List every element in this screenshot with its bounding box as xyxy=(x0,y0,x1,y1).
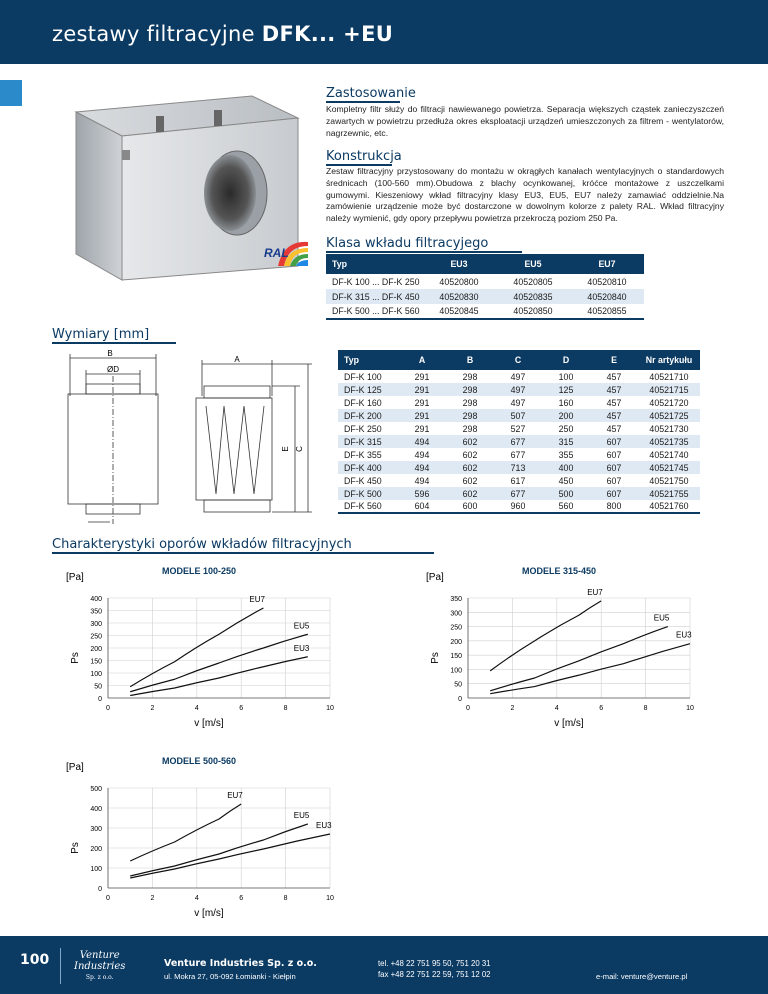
table-cell: 602 xyxy=(446,487,494,500)
table-cell: 457 xyxy=(590,409,638,422)
y-axis-label: Ps xyxy=(70,652,81,664)
x-tick-label: 2 xyxy=(510,705,515,712)
heading-underline xyxy=(52,342,176,344)
y-tick-label: 0 xyxy=(458,696,462,703)
x-axis-label: v [m/s] xyxy=(554,718,584,728)
series-line-eu3 xyxy=(490,644,690,694)
page-number: 100 xyxy=(20,952,50,968)
logo-line: Sp. z o.o. xyxy=(85,974,114,981)
y-tick-label: 100 xyxy=(90,866,102,873)
table-cell: 494 xyxy=(414,475,430,486)
table-cell: DF-K 315 ... DF-K 450 xyxy=(326,289,422,304)
x-tick-label: 6 xyxy=(599,705,604,712)
col-header: Typ xyxy=(326,254,422,274)
y-tick-label: 200 xyxy=(90,646,102,653)
table-cell: 607 xyxy=(590,435,638,448)
table-cell: 40520810 xyxy=(587,276,627,287)
konstrukcja-text: Zestaw filtracyjny przystosowany do montażu w okrągłych kanałach wentylacyjnych o standardowych średnicach (100-560 mm).Obudowa z blachy ocynkowanej, króćce montażowe z uszczelkami gumowymi. Kieszeniowy wkład filtracyjny klasy EU3, EU5, EU7 należy zamawiać oddzielnie.Na zamówienie urządzenie może być dostarczone w dowolnym kolorze z palety RAL. Wkład filtracyjny należy wymienić, gdy opory przepływu powietrza przekroczą poziom 250 Pa. xyxy=(326,166,724,224)
table-cell: 298 xyxy=(462,423,478,434)
phone-line: tel. +48 22 751 95 50, 751 20 31 xyxy=(378,959,491,968)
table-cell: 40520830 xyxy=(422,289,496,304)
table-cell: 40521730 xyxy=(649,423,689,434)
table-cell: 604 xyxy=(414,501,430,511)
table-cell: 291 xyxy=(398,383,446,396)
x-tick-label: 2 xyxy=(150,895,155,902)
col-header: A xyxy=(398,350,446,370)
table-cell: 677 xyxy=(494,435,542,448)
x-tick-label: 6 xyxy=(239,705,244,712)
contact-phones xyxy=(378,958,491,980)
x-axis-label: v [m/s] xyxy=(194,908,224,919)
table-cell: 607 xyxy=(590,487,638,500)
col-header: EU5 xyxy=(496,254,570,274)
table-cell: 250 xyxy=(558,423,574,434)
series-label: EU7 xyxy=(249,595,265,604)
table-row xyxy=(338,435,700,448)
table-cell: 596 xyxy=(398,487,446,500)
y-tick-label: 200 xyxy=(90,846,102,853)
y-tick-label: 0 xyxy=(98,696,102,703)
table-cell: 497 xyxy=(510,397,526,408)
dim-label-a: A xyxy=(234,355,240,364)
x-tick-label: 10 xyxy=(326,705,334,712)
table-cell: 291 xyxy=(414,371,430,382)
table-cell: DF-K 500 ... DF-K 560 xyxy=(332,306,420,316)
table-cell: 40521755 xyxy=(638,487,700,500)
table-row xyxy=(338,370,700,383)
chart-modele-500-560 xyxy=(60,750,350,920)
table-cell: 677 xyxy=(494,487,542,500)
table-cell: 527 xyxy=(510,423,526,434)
table-cell: 40521750 xyxy=(649,475,689,486)
heading-underline xyxy=(326,101,400,103)
table-cell: DF-K 400 xyxy=(338,461,398,474)
table-cell: 200 xyxy=(542,409,590,422)
y-tick-label: 150 xyxy=(450,653,462,661)
table-cell: 40520835 xyxy=(496,289,570,304)
x-tick-label: 10 xyxy=(686,705,694,712)
dim-label-d: ØD xyxy=(107,365,119,374)
x-tick-label: 10 xyxy=(326,895,334,902)
col-header: Nr artykułu xyxy=(638,350,700,370)
header-bar xyxy=(0,0,768,64)
table-cell: 298 xyxy=(446,383,494,396)
chart-title: MODELE 315-450 xyxy=(521,566,597,576)
table-cell: DF-K 560 xyxy=(344,501,382,511)
table-cell: 713 xyxy=(494,461,542,474)
series-label: EU3 xyxy=(316,821,332,830)
table-row xyxy=(338,448,700,461)
col-header: D xyxy=(542,350,590,370)
x-tick-label: 6 xyxy=(239,895,244,902)
x-tick-label: 0 xyxy=(106,895,110,902)
col-header: B xyxy=(446,350,494,370)
col-header: EU7 xyxy=(570,254,644,274)
table-cell: DF-K 250 xyxy=(344,423,382,434)
col-header: E xyxy=(590,350,638,370)
logo-line: Industries xyxy=(74,961,126,972)
y-tick-label: 50 xyxy=(454,681,462,689)
table-cell: 355 xyxy=(558,449,574,460)
table-cell: 500 xyxy=(542,487,590,500)
y-tick-label: 50 xyxy=(94,683,102,691)
x-tick-label: 8 xyxy=(283,705,288,712)
table-cell: 607 xyxy=(590,461,638,474)
table-header-row xyxy=(338,350,700,370)
chart-title: MODELE 100-250 xyxy=(161,566,237,576)
chart-modele-100-250 xyxy=(60,560,350,728)
y-tick-label: 100 xyxy=(450,667,462,675)
x-tick-label: 8 xyxy=(283,895,288,902)
table-cell: DF-K 125 xyxy=(338,383,398,396)
zastosowanie-text: Kompletny filtr służy do filtracji nawiewanego powietrza. Separacja większych cząstek zanieczyszczeń zawartych w powietrzu przedłuża okres eksploatacji urządzeń umieszczonych za filtrem - wentylatorów, nagrzewnic, etc. xyxy=(326,104,724,138)
dim-label-e: E xyxy=(281,446,290,452)
table-row xyxy=(338,487,700,500)
table-cell: 40521735 xyxy=(638,435,700,448)
zastosowanie-heading: Zastosowanie xyxy=(326,86,416,101)
table-cell: 40521725 xyxy=(638,409,700,422)
table-cell: 40520840 xyxy=(570,289,644,304)
table-cell: 600 xyxy=(462,501,478,511)
col-header: Typ xyxy=(338,350,398,370)
x-axis-label: v [m/s] xyxy=(194,718,224,728)
table-cell: 291 xyxy=(414,397,430,408)
table-row xyxy=(338,422,700,435)
table-cell: DF-K 450 xyxy=(344,475,382,486)
y-tick-label: 300 xyxy=(450,610,462,618)
table-cell: 298 xyxy=(446,409,494,422)
table-cell: 497 xyxy=(510,371,526,382)
table-row xyxy=(338,474,700,487)
table-cell: 400 xyxy=(542,461,590,474)
table-row xyxy=(338,383,700,396)
table-cell: 100 xyxy=(558,371,574,382)
table-cell: 617 xyxy=(510,475,526,486)
table-cell: 457 xyxy=(606,371,622,382)
table-row xyxy=(338,409,700,422)
table-row xyxy=(326,304,644,319)
contact-email[interactable]: e-mail: venture@venture.pl xyxy=(596,972,688,981)
series-label: EU5 xyxy=(293,621,310,631)
klasa-heading: Klasa wkładu filtracyjego xyxy=(326,236,489,251)
fax-line: fax +48 22 751 22 59, 751 12 02 xyxy=(378,970,491,979)
wymiary-heading: Wymiary [mm] xyxy=(52,327,150,342)
table-cell: 494 xyxy=(398,461,446,474)
footer-divider xyxy=(60,948,61,984)
table-cell: DF-K 200 xyxy=(338,409,398,422)
y-tick-label: 400 xyxy=(90,806,102,813)
table-cell: 40521760 xyxy=(649,501,689,511)
table-row xyxy=(338,500,700,513)
table-cell: 291 xyxy=(414,423,430,434)
series-line-eu3 xyxy=(130,834,330,878)
table-cell: 40520850 xyxy=(513,306,553,316)
table-cell: 602 xyxy=(462,475,478,486)
table-cell: 40520800 xyxy=(439,276,479,287)
y-unit-label: [Pa] xyxy=(426,572,444,583)
table-cell: 607 xyxy=(606,475,622,486)
table-cell: 497 xyxy=(494,383,542,396)
y-tick-label: 350 xyxy=(90,608,102,616)
x-tick-label: 0 xyxy=(466,705,470,712)
table-cell: DF-K 100 xyxy=(344,371,382,382)
table-row xyxy=(326,289,644,304)
chart-modele-315-450 xyxy=(420,560,710,728)
x-tick-label: 4 xyxy=(194,895,199,902)
x-tick-label: 8 xyxy=(643,705,648,712)
y-unit-label: [Pa] xyxy=(66,572,84,583)
table-cell: 602 xyxy=(462,449,478,460)
x-tick-label: 0 xyxy=(106,705,110,712)
dim-label-c: C xyxy=(295,446,304,452)
series-label: EU7 xyxy=(227,791,243,800)
table-header-row xyxy=(326,254,644,274)
y-tick-label: 300 xyxy=(90,621,102,628)
table-cell: 298 xyxy=(462,397,478,408)
table-cell: 602 xyxy=(446,461,494,474)
x-tick-label: 2 xyxy=(150,705,155,712)
table-cell: 40520855 xyxy=(587,306,627,316)
series-label: EU7 xyxy=(587,587,603,597)
table-cell: 40520805 xyxy=(513,276,553,287)
series-label: EU5 xyxy=(653,613,670,623)
y-tick-label: 200 xyxy=(450,638,462,646)
table-row xyxy=(326,274,644,289)
col-header: EU3 xyxy=(422,254,496,274)
y-tick-label: 500 xyxy=(90,786,102,793)
table-cell: 160 xyxy=(558,397,574,408)
wymiary-table xyxy=(338,350,700,514)
y-unit-label: [Pa] xyxy=(66,762,84,773)
table-cell: 457 xyxy=(606,397,622,408)
x-tick-label: 4 xyxy=(194,705,199,712)
table-cell: DF-K 100 ... DF-K 250 xyxy=(332,276,420,287)
table-cell: 40521715 xyxy=(638,383,700,396)
series-line-eu7 xyxy=(490,601,601,671)
table-cell: 40520845 xyxy=(439,306,479,316)
y-tick-label: 0 xyxy=(98,886,102,893)
company-address: ul. Mokra 27, 05-092 Łomianki - Kiełpin xyxy=(164,972,296,981)
table-cell: DF-K 160 xyxy=(344,397,382,408)
table-cell: 560 xyxy=(558,501,574,511)
table-cell: 40521745 xyxy=(638,461,700,474)
series-line-eu5 xyxy=(490,627,668,691)
table-cell: 457 xyxy=(606,423,622,434)
y-axis-label: Ps xyxy=(430,652,441,664)
series-label: EU5 xyxy=(293,811,310,820)
y-tick-label: 100 xyxy=(90,671,102,678)
table-cell: 507 xyxy=(494,409,542,422)
table-cell: 450 xyxy=(558,475,574,486)
table-cell: 291 xyxy=(398,409,446,422)
table-cell: 315 xyxy=(542,435,590,448)
chart-title: MODELE 500-560 xyxy=(161,756,237,766)
col-header: C xyxy=(494,350,542,370)
series-label: EU3 xyxy=(676,630,692,640)
ral-logo-text: RAL xyxy=(264,246,289,260)
table-cell: 800 xyxy=(606,501,622,511)
konstrukcja-heading: Konstrukcja xyxy=(326,149,402,164)
page-title: zestawy filtracyjne DFK... +EU xyxy=(52,22,394,46)
table-cell: DF-K 355 xyxy=(344,449,382,460)
table-row xyxy=(338,461,700,474)
table-cell: 40521710 xyxy=(649,371,689,382)
dim-label-b: B xyxy=(107,349,113,358)
y-tick-label: 250 xyxy=(450,624,462,632)
table-cell: 40521720 xyxy=(649,397,689,408)
table-cell: 298 xyxy=(462,371,478,382)
ral-logo xyxy=(264,238,310,268)
series-label: EU3 xyxy=(293,643,310,653)
y-tick-label: 250 xyxy=(90,633,102,641)
y-tick-label: 350 xyxy=(450,596,462,603)
table-cell: 125 xyxy=(542,383,590,396)
x-tick-label: 4 xyxy=(554,705,559,712)
table-cell: 602 xyxy=(446,435,494,448)
company-logo xyxy=(74,950,125,983)
y-axis-label: Ps xyxy=(70,842,81,854)
table-cell: 960 xyxy=(510,501,526,511)
section-tab xyxy=(0,80,22,106)
logo-line: Venture xyxy=(79,950,120,961)
table-cell: 494 xyxy=(414,449,430,460)
y-tick-label: 150 xyxy=(90,658,102,666)
table-cell: 677 xyxy=(510,449,526,460)
y-tick-label: 300 xyxy=(90,826,102,833)
table-cell: 607 xyxy=(606,449,622,460)
table-cell: 457 xyxy=(590,383,638,396)
wymiary-table-body xyxy=(338,370,700,513)
company-name: Venture Industries Sp. z o.o. xyxy=(164,958,317,969)
dimension-drawing xyxy=(60,346,330,532)
table-cell: DF-K 500 xyxy=(338,487,398,500)
table-row xyxy=(338,396,700,409)
heading-underline xyxy=(326,251,522,253)
heading-underline xyxy=(52,552,434,554)
klasa-table xyxy=(326,254,644,320)
table-cell: DF-K 315 xyxy=(338,435,398,448)
charakterystyki-heading: Charakterystyki oporów wkładów filtracyjnych xyxy=(52,537,352,552)
footer xyxy=(0,936,768,994)
table-cell: 40521740 xyxy=(649,449,689,460)
table-cell: 494 xyxy=(398,435,446,448)
y-tick-label: 400 xyxy=(90,596,102,603)
